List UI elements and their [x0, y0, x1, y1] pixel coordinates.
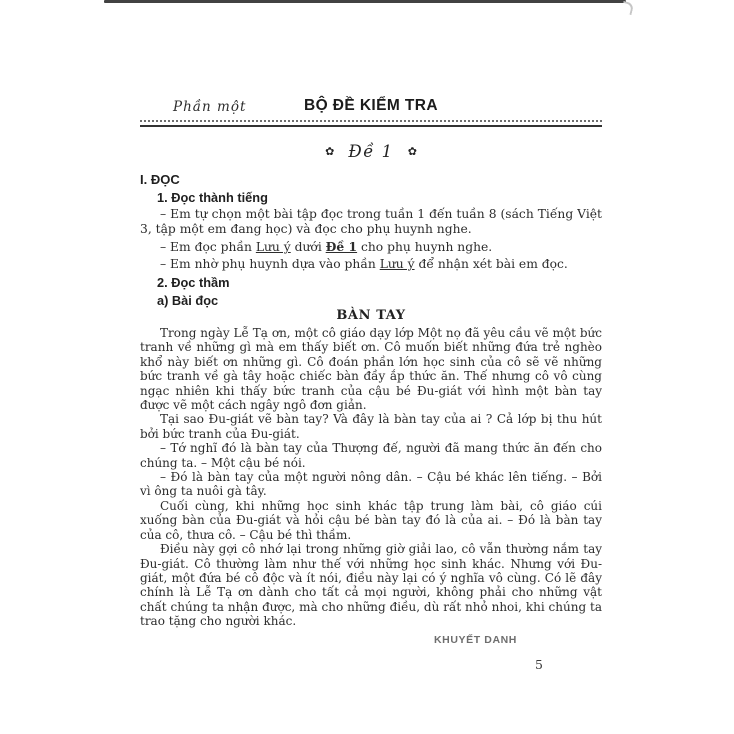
- running-header: [140, 97, 602, 117]
- instruction-text: dưới: [290, 240, 326, 254]
- scan-artifact-mark: [621, 1, 635, 15]
- instruction-text: – Em đọc phần: [160, 240, 256, 254]
- passage-author: KHUYẾT DANH: [433, 633, 517, 646]
- instruction-item: [140, 239, 602, 255]
- instruction-text: để nhận xét bài em đọc.: [414, 257, 568, 271]
- book-page-content: [140, 97, 602, 672]
- passage-paragraph: – Tớ nghĩ đó là bàn tay của Thượng đế, người đã mang thức ăn đến cho chúng ta. – Một cậu bé nói.: [140, 441, 602, 470]
- instruction-text: – Em tự chọn một bài tập đọc trong tuần 1 đến tuần 8 (sách Tiếng Việt 3, tập một em đang học) và đọc cho phụ huynh nghe.: [140, 207, 602, 236]
- instruction-underlined-term: Đề 1: [325, 239, 358, 254]
- passage-paragraph: Cuối cùng, khi những học sinh khác tập trung làm bài, cô giáo cúi xuống bàn của Đu-giát và hỏi cậu bé bàn tay đó là của ai. – Đó là bàn tay của cô, thưa cô. – Cậu bé thì thầm.: [140, 498, 602, 542]
- subheading-read-silently: 2. Đọc thầm: [157, 275, 230, 290]
- passage-paragraph: Điều này gợi cô nhớ lại trong những giờ giải lao, cô vẫn thường nắm tay Đu-giát. Cô thường làm như thế với những học sinh khác. Nhưng với Đu-giát, một đứa bé cô độc và ít nói, điều này lại có ý nghĩa vô cùng. Có lẽ đây chính là Lễ Tạ ơn dành cho tất cả mọi người, không phải cho những vật chất chúng ta nhận được, mà cho những điều, dù rất nhỏ nhoi, khi chúng ta trao tặng cho người khác.: [140, 542, 602, 629]
- instruction-item: [140, 207, 602, 237]
- instruction-item: [140, 257, 602, 272]
- test-number-heading: [140, 141, 602, 163]
- florette-icon-right: ✿: [407, 145, 417, 158]
- passage-paragraph: – Đó là bàn tay của một người nông dân. – Cậu bé khác lên tiếng. – Bởi vì ông ta nuôi gà tây.: [140, 470, 602, 499]
- passage-title: BÀN TAY: [336, 308, 406, 323]
- page-number: 5: [535, 656, 543, 672]
- subheading-read-aloud: 1. Đọc thành tiếng: [157, 190, 268, 205]
- instruction-text: – Em nhờ phụ huynh dựa vào phần: [160, 257, 380, 271]
- instruction-underlined-term: Lưu ý: [379, 257, 415, 271]
- passage-paragraph: Tại sao Đu-giát vẽ bàn tay? Và đây là bàn tay của ai ? Cả lớp bị thu hút bởi bức tranh của Đu-giát.: [140, 412, 602, 441]
- header-solid-rule: [140, 125, 602, 127]
- section-heading-reading: I. ĐỌC: [140, 172, 180, 187]
- test-number-label: Đề 1: [348, 142, 394, 161]
- instruction-underlined-term: Lưu ý: [255, 240, 291, 254]
- passage-paragraph: Trong ngày Lễ Tạ ơn, một cô giáo dạy lớp Một nọ đã yêu cầu vẽ một bức tranh về những gì mà em thấy biết ơn. Cô muốn biết những đứa trẻ nghèo khổ này biết ơn những gì. Cô đoán phần lớn học sinh của cô sẽ vẽ những bức tranh về gà tây hoặc chiếc bàn đầy ắp thức ăn. Thế nhưng cô vô cùng ngạc nhiên khi thấy bức tranh của cậu bé Đu-giát với hình một bàn tay được vẽ một cách ngây ngô đơn giản.: [140, 326, 602, 413]
- header-section-label: Phần một: [173, 99, 247, 115]
- instruction-text: cho phụ huynh nghe.: [357, 240, 493, 254]
- header-dotted-rule: [140, 120, 602, 122]
- subheading-passage-label: a) Bài đọc: [157, 293, 219, 308]
- header-title: BỘ ĐỀ KIỂM TRA: [304, 97, 438, 114]
- page-top-edge-line: [104, 0, 626, 3]
- florette-icon-left: ✿: [325, 145, 335, 158]
